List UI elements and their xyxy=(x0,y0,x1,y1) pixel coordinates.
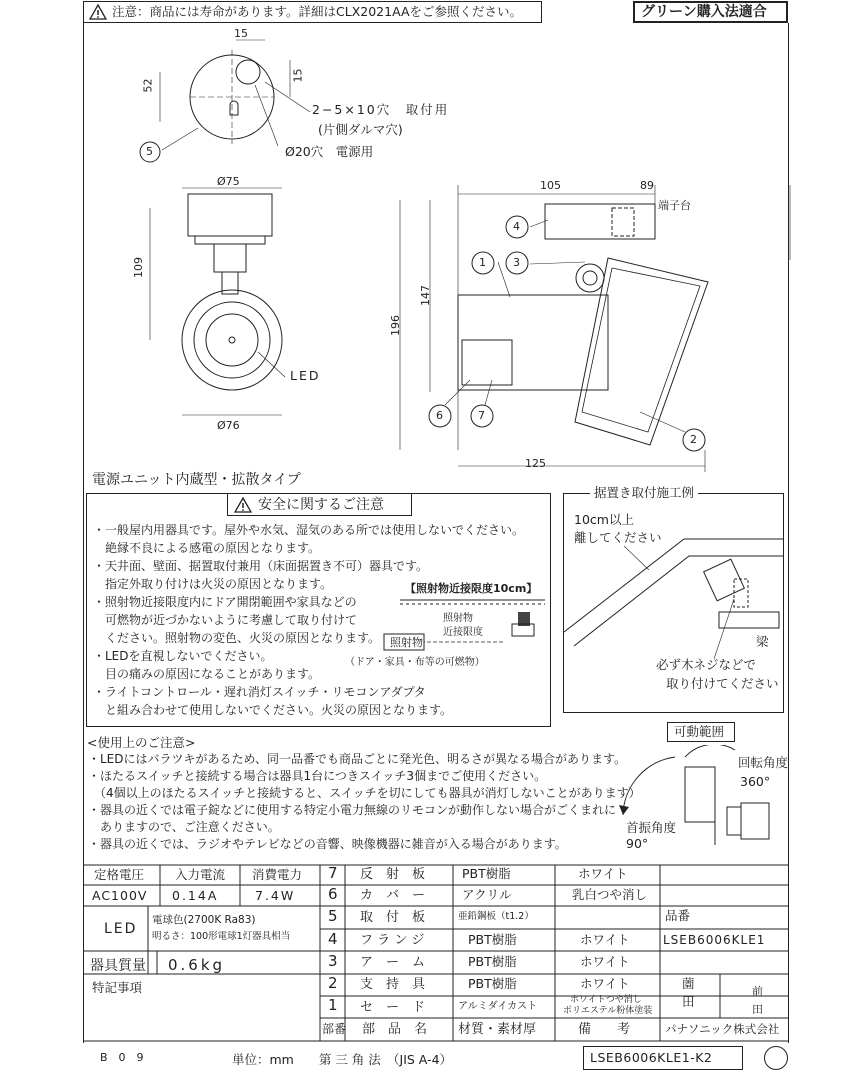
irradiated-label: 照射物 xyxy=(390,636,423,649)
install-box xyxy=(563,485,784,713)
safety-line: 絶縁不良による感電の原因となります。 xyxy=(93,541,321,555)
part-note-1: ホワイトつや消し xyxy=(570,995,642,1005)
dim-15-side: 15 xyxy=(291,68,305,83)
revision-circle xyxy=(763,1045,789,1071)
doc-number: LSEB6006KLE1-K2 xyxy=(590,1050,713,1065)
dim-52: 52 xyxy=(141,78,155,93)
spec-header-voltage: 定格電圧 xyxy=(94,867,145,882)
code-label: 品番 xyxy=(665,908,691,923)
type-title: 電源ユニット内蔵型・拡散タイプ xyxy=(92,472,301,488)
movable-title: 可動範囲 xyxy=(674,724,725,739)
dim-125: 125 xyxy=(525,457,546,470)
product-code: LSEB6006KLE1 xyxy=(663,933,766,947)
sign-3: 前 xyxy=(752,985,763,998)
spec-header-current: 入力電流 xyxy=(175,867,226,882)
dim-15-top: 15 xyxy=(234,27,248,40)
part-material-7: PBT樹脂 xyxy=(462,866,511,881)
dim-75: Ø75 xyxy=(217,175,240,188)
dim-105: 105 xyxy=(540,179,561,192)
near-label-2: 近接限度 xyxy=(443,627,483,638)
usage-line: ・器具の近くでは電子錠などに使用する特定小電力無線のリモコンが動作しない場合がごくまれに xyxy=(88,803,617,817)
install-title: 据置き取付施工例 xyxy=(590,487,698,500)
dim-196: 196 xyxy=(389,315,402,336)
part-no-5: 5 xyxy=(328,907,338,925)
swing-value: 90° xyxy=(626,836,649,851)
usage-lines xyxy=(88,753,648,853)
marker-2: 2 xyxy=(690,433,697,446)
marker-4: 4 xyxy=(513,220,520,233)
part-note-4: ホワイト xyxy=(580,932,630,947)
part-name-4: フ ラ ン ジ xyxy=(360,933,425,948)
sign-2: 田 xyxy=(682,994,695,1009)
part-name-1: セ ー ド xyxy=(360,1000,426,1015)
swing-label: 首振角度 xyxy=(626,820,677,835)
mass-label: 器具質量 xyxy=(90,958,146,974)
usage-line: ・ほたるスイッチと接続する場合は器具1台につきスイッチ3個までご使用ください。 xyxy=(88,769,547,783)
footer-material: 材質・素材厚 xyxy=(458,1022,537,1037)
install-gap-2: 離してください xyxy=(574,530,662,545)
part-name-2: 支 持 具 xyxy=(360,977,426,992)
sign-1: 薗 xyxy=(682,976,695,991)
spec-value-voltage: AC100V xyxy=(92,888,148,903)
part-note-3: ホワイト xyxy=(580,954,630,969)
spec-value-power: 7.4W xyxy=(255,888,296,903)
spec-value-current: 0.14A xyxy=(172,888,219,903)
safety-header xyxy=(227,494,412,516)
dim-89: 89 xyxy=(640,179,654,192)
terminal-label: 端子台 xyxy=(658,199,691,212)
safety-line: ください。照射物の変色、火災の原因となります。 xyxy=(93,631,381,645)
part-material-2: PBT樹脂 xyxy=(468,976,517,991)
part-no-1: 1 xyxy=(328,996,338,1014)
doc-number-box xyxy=(583,1046,743,1070)
part-material-6: アクリル xyxy=(462,887,512,902)
part-note-1-extra: ポリエステル粉体塗装 xyxy=(563,1006,653,1016)
led-color: 電球色(2700K Ra83) xyxy=(152,914,256,926)
dim-76: Ø76 xyxy=(217,419,240,432)
company-name: パナソニック株式会社 xyxy=(665,1022,780,1036)
safety-title: 安全に関するご注意 xyxy=(258,497,384,513)
usage-title: <使用上のご注意> xyxy=(87,735,196,750)
unit-note: 単位：mm 第 三 角 法 （JIS A-4） xyxy=(232,1052,453,1067)
safety-line: ・一般屋内用器具です。屋外や水気、湿気のある所では使用しないでください。 xyxy=(93,523,525,537)
footer-note: 備 考 xyxy=(578,1022,631,1037)
green-label: グリーン購入法適合 xyxy=(641,4,767,20)
part-no-7: 7 xyxy=(328,864,338,882)
screw-label-1: 必ず木ネジなどで xyxy=(656,657,757,672)
part-name-6: カ バ ー xyxy=(360,888,426,903)
safety-line: 指定外取り付けは火災の原因となります。 xyxy=(93,577,333,591)
hole-power-label: Ø20穴 電源用 xyxy=(285,144,374,159)
beam-label: 梁 xyxy=(756,634,769,649)
hole-mount-sub: (片側ダルマ穴) xyxy=(318,122,403,137)
footer-partno: 部番 xyxy=(322,1022,347,1036)
led-brightness: 明るさ：100形電球1灯器具相当 xyxy=(152,931,291,942)
led-label: LED xyxy=(290,368,321,383)
dim-147: 147 xyxy=(419,285,432,306)
near-label-1: 照射物 xyxy=(443,613,473,624)
marker-1: 1 xyxy=(479,256,486,269)
part-no-3: 3 xyxy=(328,952,338,970)
usage-line: ありますので、ご注意ください。 xyxy=(88,820,280,834)
rotation-value: 360° xyxy=(740,774,771,789)
usage-line: （4個以上のほたるスイッチと接続すると、スイッチを切にしても器具が消灯しないことがあります） xyxy=(88,786,641,800)
usage-line: ・LEDにはバラツキがあるため、同一品番でも商品ごとに発光色、明るさが異なる場合があります。 xyxy=(88,752,627,766)
spec-header-power: 消費電力 xyxy=(252,867,303,882)
technical-drawing xyxy=(0,0,843,480)
safety-line: ・照射物近接限度内にドア開閉範囲や家具などの xyxy=(93,595,357,609)
install-gap-1: 10cm以上 xyxy=(574,512,634,527)
screw-label-2: 取り付けてください xyxy=(666,676,779,691)
special-label: 特記事項 xyxy=(92,980,143,995)
part-no-4: 4 xyxy=(328,930,338,948)
safety-line: と組み合わせて使用しないでください。火災の原因となります。 xyxy=(93,703,453,717)
door-note: （ドア・家具・布等の可燃物） xyxy=(345,657,485,668)
movable-title-box xyxy=(667,722,735,742)
usage-line: ・器具の近くでは、ラジオやテレビなどの音響、映像機器に雑音が入る場合があります。 xyxy=(88,837,567,851)
page-code: B 0 9 xyxy=(100,1051,144,1064)
part-no-6: 6 xyxy=(328,885,338,903)
sign-4: 田 xyxy=(752,1003,763,1016)
part-name-3: ア ー ム xyxy=(360,955,426,970)
part-note-2: ホワイト xyxy=(580,976,630,991)
safety-line: 可燃物が近づかないように考慮して取り付けて xyxy=(93,613,358,627)
safety-line: 目の痛みの原因になることがあります。 xyxy=(93,667,321,681)
marker-5: 5 xyxy=(146,145,153,158)
limit-title: 【照射物近接限度10cm】 xyxy=(405,582,538,595)
part-note-6: 乳白つや消し xyxy=(572,887,648,902)
caution-text: 注意：商品には寿命があります。詳細はCLX2021AAをご参照ください。 xyxy=(112,4,523,19)
warning-icon xyxy=(234,497,252,513)
footer-partname: 部 品 名 xyxy=(362,1022,428,1037)
part-name-7: 反 射 板 xyxy=(360,867,426,882)
part-note-7: ホワイト xyxy=(578,866,628,881)
marker-3: 3 xyxy=(513,256,520,269)
marker-7: 7 xyxy=(478,409,485,422)
mass-value: 0.6kg xyxy=(168,956,226,974)
part-material-1: アルミダイカスト xyxy=(458,1001,538,1012)
safety-line: ・ライトコントロール・遅れ消灯スイッチ・リモコンアダプタ xyxy=(93,685,426,699)
safety-line: ・天井面、壁面、据置取付兼用（床面据置き不可）器具です。 xyxy=(93,559,429,573)
part-material-4: PBT樹脂 xyxy=(468,932,517,947)
safety-line: ・LEDを直視しないでください。 xyxy=(93,649,273,663)
part-no-2: 2 xyxy=(328,974,338,992)
dim-109: 109 xyxy=(132,257,145,278)
rotation-label: 回転角度 xyxy=(738,755,789,770)
led-label-cell: LED xyxy=(104,921,138,937)
marker-6: 6 xyxy=(436,409,443,422)
part-material-5: 亜鉛鋼板（t1.2） xyxy=(458,911,534,922)
part-material-3: PBT樹脂 xyxy=(468,954,517,969)
hole-mount-label: 2−5×10穴 取付用 xyxy=(312,102,450,117)
part-name-5: 取 付 板 xyxy=(360,910,426,925)
